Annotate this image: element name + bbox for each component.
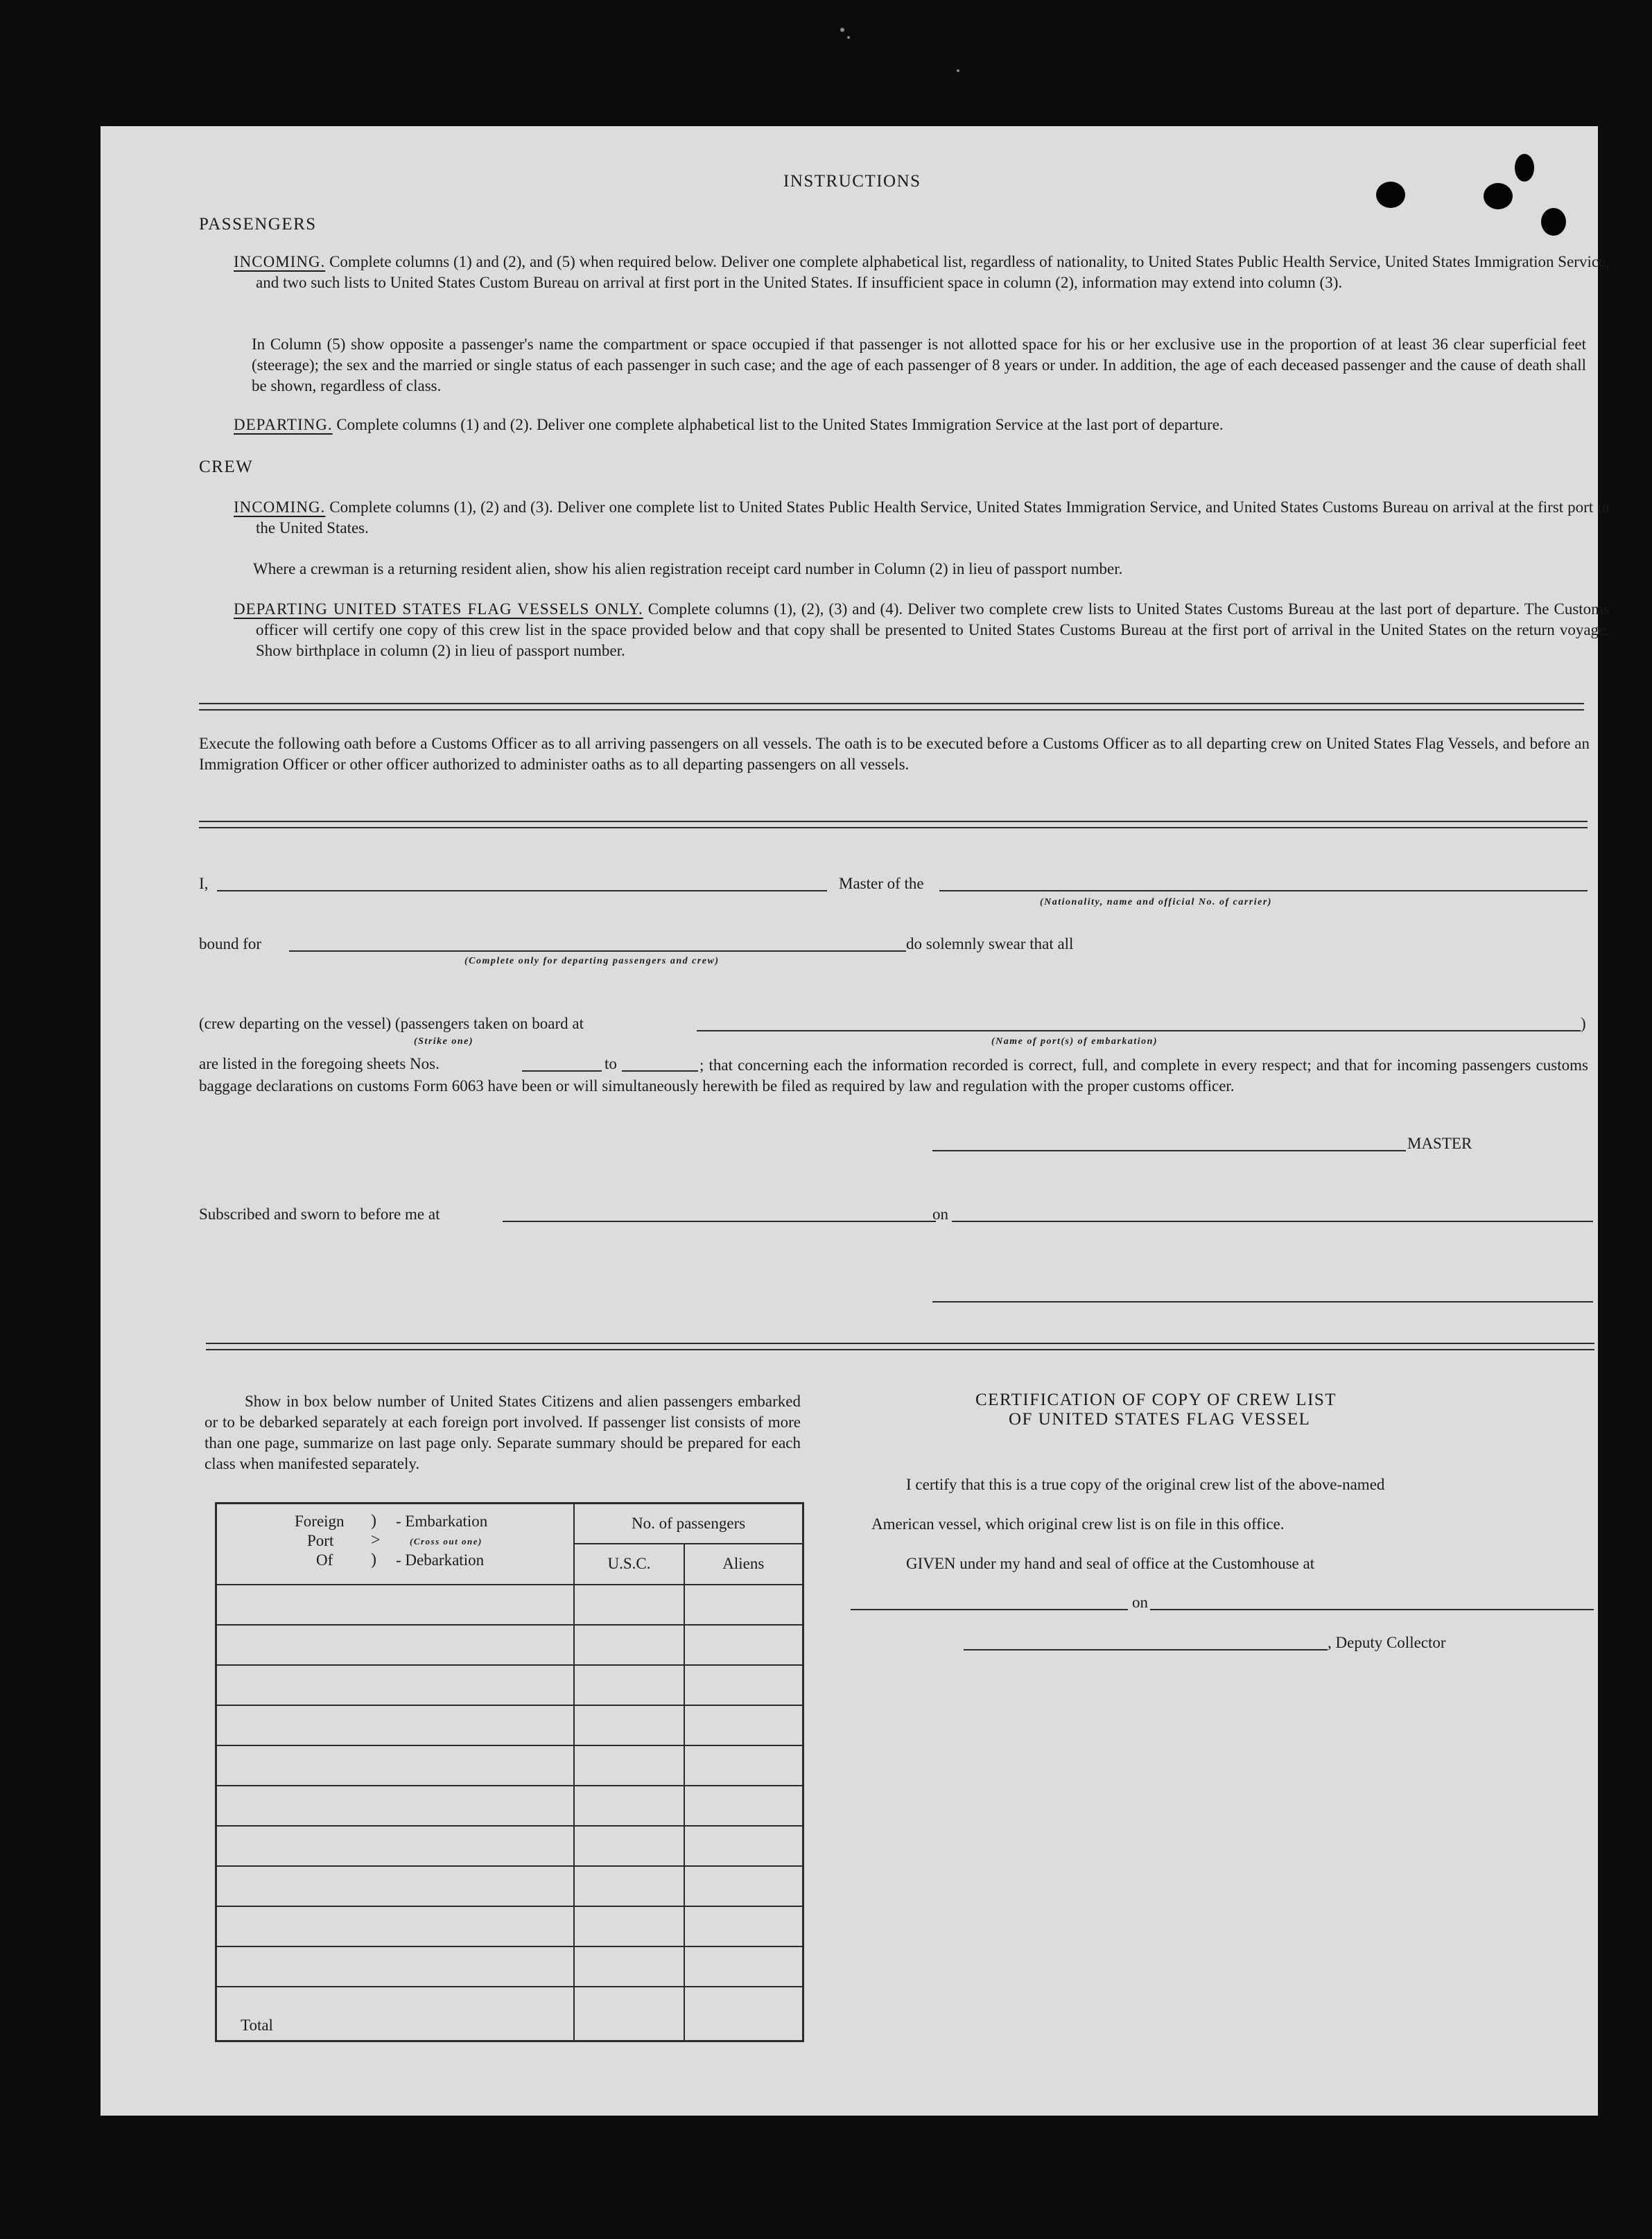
crew-departing-label: DEPARTING UNITED STATES FLAG VESSELS ONLY.: [234, 600, 643, 618]
total-label: Total: [216, 1987, 575, 2041]
listed-sheets-label: are listed in the foregoing sheets Nos.: [199, 1055, 440, 1072]
passengers-column5-instruction: In Column (5) show opposite a passenger's name the compartment or space occupied if that passenger is not allotted space for his or her exclusive use in the proportion of at least 36 clear superficial feet (steerage); the sex and the married or single status of each passenger in such case; and the age of each passenger of 8 years or under. In addition, the age of each deceased passenger and the cause of death shall be shown, regardless of class.: [252, 336, 1586, 394]
passengers-incoming-label: INCOMING.: [234, 253, 326, 270]
embarkation-label: - Embarkation: [396, 1513, 488, 1530]
col-port: Port: [307, 1532, 334, 1549]
table-row: [216, 1665, 803, 1705]
table-row: [216, 1906, 803, 1946]
table-row: [216, 1625, 803, 1665]
subscribed-label: Subscribed and sworn to before me at: [199, 1205, 440, 1223]
crew-incoming-text: Complete columns (1), (2) and (3). Deliver one complete list to United States Public Health Service, United States Immigration Service, and United States Customs Bureau on arrival at the first port in the United States.: [256, 498, 1610, 537]
scan-speck: [847, 36, 850, 39]
punch-hole: [1376, 182, 1405, 208]
no-passengers-header: No. of passengers: [574, 1504, 803, 1544]
deputy-collector-field[interactable]: [964, 1649, 1328, 1650]
cert-on-label: on: [1132, 1594, 1148, 1611]
table-row: [216, 1745, 803, 1786]
crew-resident-instruction: Where a crewman is a returning resident alien, show his alien registration receipt card number in Column (2) in lieu of passport number.: [253, 560, 1123, 577]
passenger-summary-table: [215, 1502, 804, 2042]
punch-hole: [1541, 208, 1566, 236]
oath-i-label: I,: [199, 875, 209, 892]
strike-one-caption: (Strike one): [414, 1036, 474, 1047]
aliens-header: Aliens: [684, 1544, 803, 1585]
form-page: [101, 126, 1610, 2116]
departing-only-caption: (Complete only for departing passengers and crew): [464, 956, 720, 966]
master-label: MASTER: [1407, 1135, 1472, 1152]
passengers-departing-label: DEPARTING.: [234, 416, 333, 433]
customhouse-field[interactable]: [851, 1609, 1128, 1610]
total-usc-cell[interactable]: [574, 1987, 684, 2041]
officer-signature-field[interactable]: [932, 1301, 1593, 1303]
crew-departing-text: Complete columns (1), (2), (3) and (4). Deliver two complete crew lists to United States Customs Bureau at the last port of departure. The Customs officer will certify one copy of this crew list in the space provided below and that copy shall be presented to United States Customs Bureau at the first port of arrival in the United States on the return voyage. Show birthplace in column (2) in lieu of passport number.: [256, 600, 1610, 659]
crew-incoming-label: INCOMING.: [234, 498, 326, 516]
total-row: [216, 1987, 803, 2041]
total-aliens-cell[interactable]: [684, 1987, 803, 2041]
oath-intro: Execute the following oath before a Customs Officer as to all arriving passengers on all vessels. The oath is to be executed before a Customs Officer as to all departing crew on United States Flag Vessels, and before an Immigration Officer or other officer authorized to administer oaths as to all departing passengers on all vessels.: [199, 735, 1590, 773]
brace-icon: ) > ): [371, 1512, 381, 1569]
crew-departing-label: (crew departing on the vessel) (passengers taken on board at: [199, 1015, 584, 1032]
bound-for-label: bound for: [199, 935, 262, 952]
punch-hole: [1515, 154, 1534, 182]
passengers-departing-instruction: [234, 415, 1592, 435]
cert-date-field[interactable]: [1150, 1609, 1594, 1610]
section-divider: [206, 1343, 1594, 1350]
master-of-the-label: Master of the: [839, 875, 924, 892]
port-caption: (Name of port(s) of embarkation): [991, 1036, 1158, 1047]
deputy-collector-label: , Deputy Collector: [1328, 1634, 1446, 1651]
cross-out-caption: (Cross out one): [410, 1536, 482, 1547]
certify-text: I certify that this is a true copy of the original crew list of the above-named: [906, 1476, 1385, 1493]
certification-title-line2: OF UNITED STATES FLAG VESSEL: [1009, 1410, 1311, 1429]
debarkation-label: - Debarkation: [396, 1551, 485, 1569]
table-row: [216, 1826, 803, 1866]
sworn-date-field[interactable]: [952, 1221, 1593, 1222]
col-foreign: Foreign: [295, 1513, 345, 1530]
section-divider: [199, 821, 1588, 828]
passengers-departing-text: Complete columns (1) and (2). Deliver one complete alphabetical list to the United States Immigration Service at the last port of departure.: [336, 416, 1224, 433]
listed-statement: ; that concerning each the information recorded is correct, full, and complete in every respect; and that for incoming passengers customs baggage declarations on customs Form 6063 have been or will simultaneously herewith be filed as required by law and regulation with the proper customs officer.: [199, 1056, 1588, 1095]
page-title: INSTRUCTIONS: [783, 172, 921, 191]
table-row: [216, 1585, 803, 1625]
given-text: GIVEN under my hand and seal of office at the Customhouse at: [906, 1555, 1315, 1572]
scan-speck: [840, 28, 844, 32]
col-of: Of: [316, 1551, 333, 1569]
section-divider: [199, 703, 1584, 711]
table-row: [216, 1705, 803, 1745]
passengers-incoming-instruction: [234, 252, 1610, 293]
close-paren: ): [1581, 1015, 1586, 1032]
punch-hole: [1484, 183, 1513, 209]
on-label: on: [932, 1205, 948, 1223]
carrier-field[interactable]: [939, 890, 1588, 891]
nationality-caption: (Nationality, name and official No. of carrier): [1040, 897, 1272, 907]
table-row: [216, 1866, 803, 1906]
table-row: [216, 1786, 803, 1826]
sworn-place-field[interactable]: [503, 1221, 936, 1222]
passengers-heading: PASSENGERS: [199, 215, 317, 234]
certification-title-line1: CERTIFICATION OF COPY OF CREW LIST: [975, 1391, 1337, 1409]
master-signature-field[interactable]: [932, 1150, 1406, 1151]
crew-heading: CREW: [199, 458, 254, 476]
bound-for-field[interactable]: [289, 950, 906, 952]
passengers-incoming-text: Complete columns (1) and (2), and (5) when required below. Deliver one complete alphabetical list, regardless of nationality, to United States Public Health Service, United States Immigration Service, and two such lists to United States Custom Bureau on arrival at first port in the United States. If insufficient space in column (2), information may extend into column (3).: [256, 253, 1610, 291]
port-header-cell: [216, 1504, 575, 1585]
crew-incoming-instruction: [234, 497, 1610, 539]
scan-speck: [957, 69, 959, 72]
vessel-text: American vessel, which original crew list is on file in this office.: [871, 1515, 1285, 1533]
summary-instructions: Show in box below number of United States Citizens and alien passengers embarked or to be debarked separately at each foreign port involved. If passenger list consists of more than one page, summarize on last page only. Separate summary should be prepared for each class when manifested separately.: [205, 1393, 801, 1472]
to-label: to: [605, 1055, 617, 1072]
crew-departing-instruction: [234, 599, 1610, 661]
master-name-field[interactable]: [217, 890, 827, 891]
embarkation-port-field[interactable]: [697, 1030, 1581, 1031]
swear-label: do solemnly swear that all: [906, 935, 1074, 952]
usc-header: U.S.C.: [574, 1544, 684, 1585]
table-row: [216, 1946, 803, 1987]
